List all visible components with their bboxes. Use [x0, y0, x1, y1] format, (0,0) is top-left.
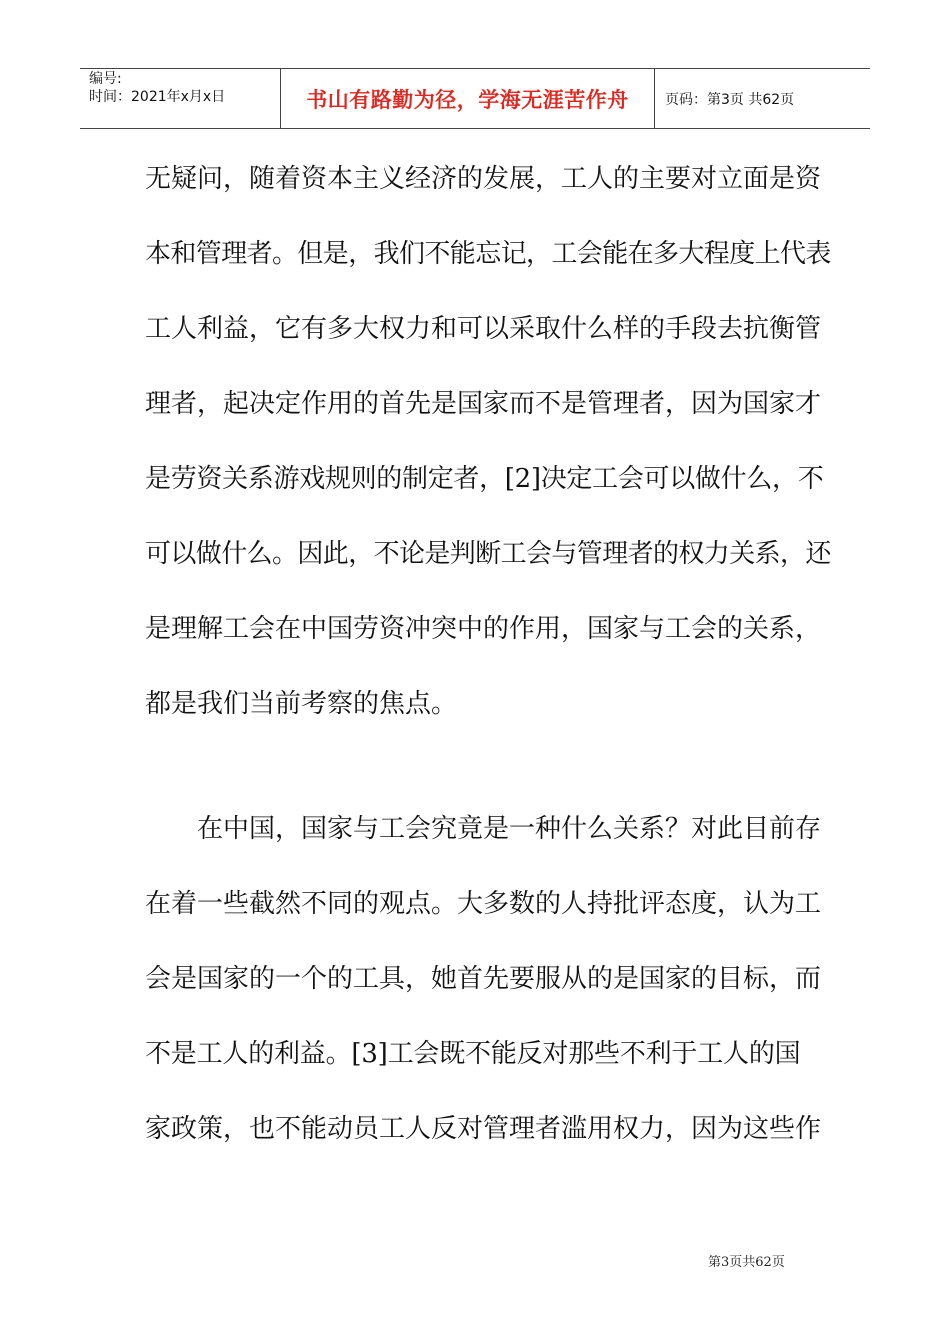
text-line: 本和管理者。但是，我们不能忘记，工会能在多大程度上代表 — [145, 239, 831, 269]
header-motto-cell — [281, 69, 655, 128]
text-line: 家政策，也不能动员工人反对管理者滥用权力，因为这些作 — [145, 1114, 822, 1144]
motto-text: 书山有路勤为径，学海无涯苦作舟 — [306, 87, 629, 112]
header-meta — [80, 69, 281, 128]
text-line: 是理解工会在中国劳资冲突中的作用，国家与工会的关系， — [145, 614, 822, 644]
header-page-info: 页码：第3页 共62页 — [665, 91, 795, 108]
page-footer: 第3页共62页 — [708, 1255, 785, 1270]
serial-number-label: 编号: — [89, 71, 122, 87]
text-line: 会是国家的一个的工具，她首先要服从的是国家的目标，而 — [145, 964, 822, 994]
text-line: 都是我们当前考察的焦点。 — [145, 689, 458, 719]
text-line: 是劳资关系游戏规则的制定者，[2]决定工会可以做什么，不 — [145, 464, 824, 494]
date-label: 时间：2021年x月x日 — [89, 89, 226, 105]
text-line: 无疑问，随着资本主义经济的发展，工人的主要对立面是资 — [145, 164, 822, 194]
text-line: 理者，起决定作用的首先是国家而不是管理者，因为国家才 — [145, 389, 822, 419]
text-line: 工人利益，它有多大权力和可以采取什么样的手段去抗衡管 — [145, 314, 822, 344]
page-header — [80, 68, 870, 129]
text-line: 在着一些截然不同的观点。大多数的人持批评态度，认为工 — [145, 889, 822, 919]
text-line: 可以做什么。因此，不论是判断工会与管理者的权力关系，还 — [145, 539, 831, 569]
text-line: 在中国，国家与工会究竟是一种什么关系？对此目前存 — [197, 814, 822, 844]
header-page-cell — [655, 69, 870, 128]
text-line: 不是工人的利益。[3]工会既不能反对那些不利于工人的国 — [145, 1039, 801, 1069]
